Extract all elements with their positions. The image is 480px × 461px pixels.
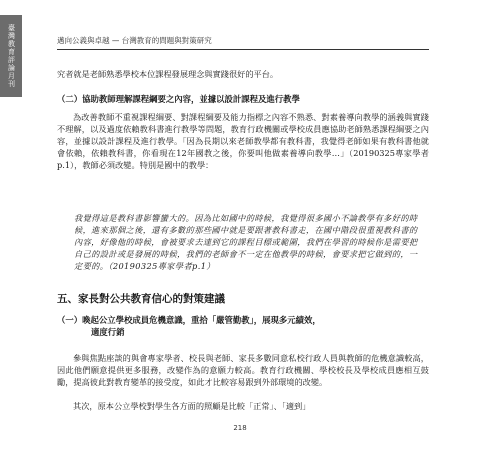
interview-quote: 我覺得這是教科書影響蠻大的。因為比如國中的時候，我覺得很多國小不論教學有多好的時候，進來那個之後，還有多數的那些國中就是要跟著教科書走，在國中階段很重視教科書的內容，好像他的時候，會被要求去達到它的課程目標或範圍，我們在學習的時候你是需要把自己的設計或是發展的時候，我們的老師會不一定在他教學的時候，會要求把它做到的，一定要的。（20190325專家學者p.1） <box>74 213 418 271</box>
intro-line: 究者就是老師熟悉學校本位課程發展理念與實踐很好的平台。 <box>57 69 279 79</box>
running-header: 邁向公義與卓越 — 台灣教育的問題與對策研究 <box>57 36 212 45</box>
section-2-paragraph: 為改善教師不重視課程綱要、對課程綱要及能力指標之內容不熟悉、對素養導向教學的涵義與實踐不理解，以及過度依賴教科書進行教學等問題，教育行政機關或學校成員應協助老師熟悉課程綱要之內容，並據以設計課程及進行教學。「因為長期以來老師教學都有教科書，我覺得老師如果有教科書他就會依賴，依賴教科書，你看現在12年國教之後，你要叫他做素養導向教學…」（20190325專家學者p.1），教師必須改變。特別是國中的教學： <box>57 112 429 170</box>
section-5-heading: 五、家長對公共教育信心的對策建議 <box>57 293 225 305</box>
section-5-subheading-line-1: （一）喚起公立學校成員危機意識，重拾「嚴管勤教」，展現多元績效， <box>57 315 321 325</box>
section-5-last-line: 其次，原本公立學校對學生各方面的照顧是比較「正常」、「適到」 <box>73 401 311 411</box>
header-rule <box>57 49 429 50</box>
section-5-subheading-line-2: 適度行銷 <box>91 327 125 337</box>
section-5-subheading <box>57 314 429 338</box>
section-5-paragraph: 參與焦點座談的與會專家學者、校長與老師、家長多數同意私校行政人員與教師的危機意識較高，因此他們願意提供更多服務，改變作為的意願力較高。教育行政機關、學校校長及學校成員應相互鼓勵，提高彼此對教育變革的接受度，如此才比較容易跟到外部環境的改變。 <box>57 353 429 387</box>
side-tab <box>0 15 22 97</box>
side-tab-label: 臺灣教育評論月刊 <box>7 24 16 88</box>
page-number: 218 <box>233 424 247 432</box>
section-2-heading: （二）協助教師理解課程綱要之內容，並據以設計課程及進行教學 <box>57 94 300 104</box>
